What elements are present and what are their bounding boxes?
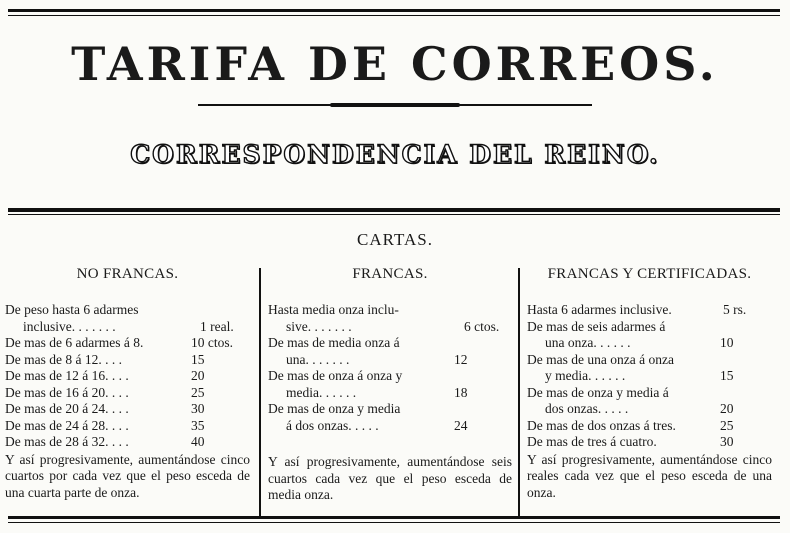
bottom-rule-thin [8, 522, 780, 523]
rate-value: 5 rs. [723, 302, 747, 317]
rate-row [268, 352, 512, 369]
rate-row [5, 352, 250, 369]
bottom-rule [8, 516, 780, 519]
rate-row [527, 434, 772, 451]
rate-row [268, 335, 512, 352]
section-rule-thin [8, 214, 780, 215]
rate-row [5, 385, 250, 402]
column-francas-certificadas [527, 261, 772, 501]
rate-row [527, 368, 772, 385]
rate-label: De mas de onza y media á [527, 384, 669, 400]
rate-label: De mas de tres á cuatro. [527, 434, 657, 449]
column-divider [259, 268, 261, 516]
rate-label: De mas de onza y media [268, 401, 401, 416]
rate-label: De mas de media onza á [268, 335, 400, 350]
column-heading: FRANCAS Y CERTIFICADAS. [547, 266, 752, 282]
rate-label: á dos onzas. . . . . [286, 417, 379, 433]
rate-value: 10 ctos. [191, 335, 233, 350]
rate-value: 20 [720, 401, 734, 416]
column-no-francas [5, 261, 250, 501]
top-rule [8, 9, 780, 12]
rate-label: y media. . . . . . [545, 368, 626, 383]
rate-row [527, 335, 772, 352]
subtitle: CORRESPONDENCIA DEL REINO. [130, 140, 660, 169]
rate-value: 30 [720, 434, 734, 449]
rate-label: De mas de 24 á 28. . . . [5, 417, 129, 433]
rate-row [5, 434, 250, 451]
rate-row [268, 418, 512, 435]
rate-row [527, 401, 772, 418]
rate-row [268, 385, 512, 402]
rate-row [268, 368, 512, 385]
rate-row [5, 418, 250, 435]
rate-row [5, 319, 250, 336]
rate-row [268, 319, 512, 336]
rate-label: De peso hasta 6 adarmes [5, 302, 139, 317]
rate-value: 25 [191, 384, 205, 400]
rate-label: De mas de 20 á 24. . . . [5, 401, 129, 416]
rate-row [527, 352, 772, 369]
column-heading: NO FRANCAS. [76, 266, 179, 282]
rate-value: 25 [720, 417, 734, 433]
rate-row [527, 418, 772, 435]
rate-label: sive. . . . . . . [286, 318, 352, 334]
column-note: Y así progresivamente, aumentándose cinco reales cada vez que el peso esceda de una onza. [527, 451, 772, 500]
rate-label: una onza. . . . . . [545, 335, 631, 350]
rate-value: 15 [191, 351, 205, 367]
rate-value: 10 [720, 335, 734, 350]
section-rule-thick [8, 208, 780, 212]
rate-row [527, 319, 772, 336]
rate-row [527, 302, 772, 319]
title-ornament-center [330, 103, 460, 107]
column-note: Y así progresivamente, aumentándose seis cuartos cada vez que el peso esceda de media onza. [268, 454, 512, 502]
column-heading: FRANCAS. [352, 266, 428, 282]
top-rule-thin [8, 15, 780, 16]
rate-value: 30 [191, 401, 205, 416]
rate-label: media. . . . . . [286, 384, 357, 400]
column-francas [268, 261, 512, 504]
column-note: Y así progresivamente, aumentándose cinco cuartos por cada vez que el peso esceda de una cuarta parte de onza. [5, 451, 250, 500]
rate-label: De mas de 16 á 20. . . . [5, 384, 129, 400]
rate-value: 35 [191, 417, 205, 433]
rate-label: una. . . . . . . [286, 351, 350, 367]
rate-row [268, 401, 512, 418]
rate-label: De mas de seis adarmes á [527, 318, 666, 334]
rate-value: 1 real. [200, 318, 234, 334]
rate-value: 20 [191, 368, 205, 383]
section-heading: CARTAS. [357, 230, 433, 249]
page-title: TARIFA DE CORREOS. [71, 37, 719, 91]
rate-value: 15 [720, 368, 734, 383]
rate-value: 12 [454, 351, 468, 367]
rate-label: dos onzas. . . . . [545, 401, 629, 416]
rate-row [527, 385, 772, 402]
rate-label: De mas de 8 á 12. . . . [5, 351, 122, 367]
rate-label: De mas de 6 adarmes á 8. [5, 335, 144, 350]
rate-label: inclusive. . . . . . . [23, 318, 116, 334]
rate-label: De mas de onza á onza y [268, 368, 403, 383]
rate-value: 18 [454, 384, 468, 400]
column-divider [518, 268, 520, 516]
rate-label: De mas de dos onzas á tres. [527, 417, 676, 433]
rate-label: De mas de una onza á onza [527, 351, 674, 367]
rate-label: Hasta 6 adarmes inclusive. [527, 302, 672, 317]
rate-value: 40 [191, 434, 205, 449]
rate-row [5, 401, 250, 418]
rate-label: De mas de 28 á 32. . . . [5, 434, 129, 449]
rate-row [5, 368, 250, 385]
rate-row [268, 302, 512, 319]
rate-row [5, 335, 250, 352]
rate-label: Hasta media onza inclu- [268, 302, 399, 317]
rate-value: 6 ctos. [464, 318, 500, 334]
rate-label: De mas de 12 á 16. . . . [5, 368, 129, 383]
rate-row [5, 302, 250, 319]
rate-value: 24 [454, 417, 468, 433]
